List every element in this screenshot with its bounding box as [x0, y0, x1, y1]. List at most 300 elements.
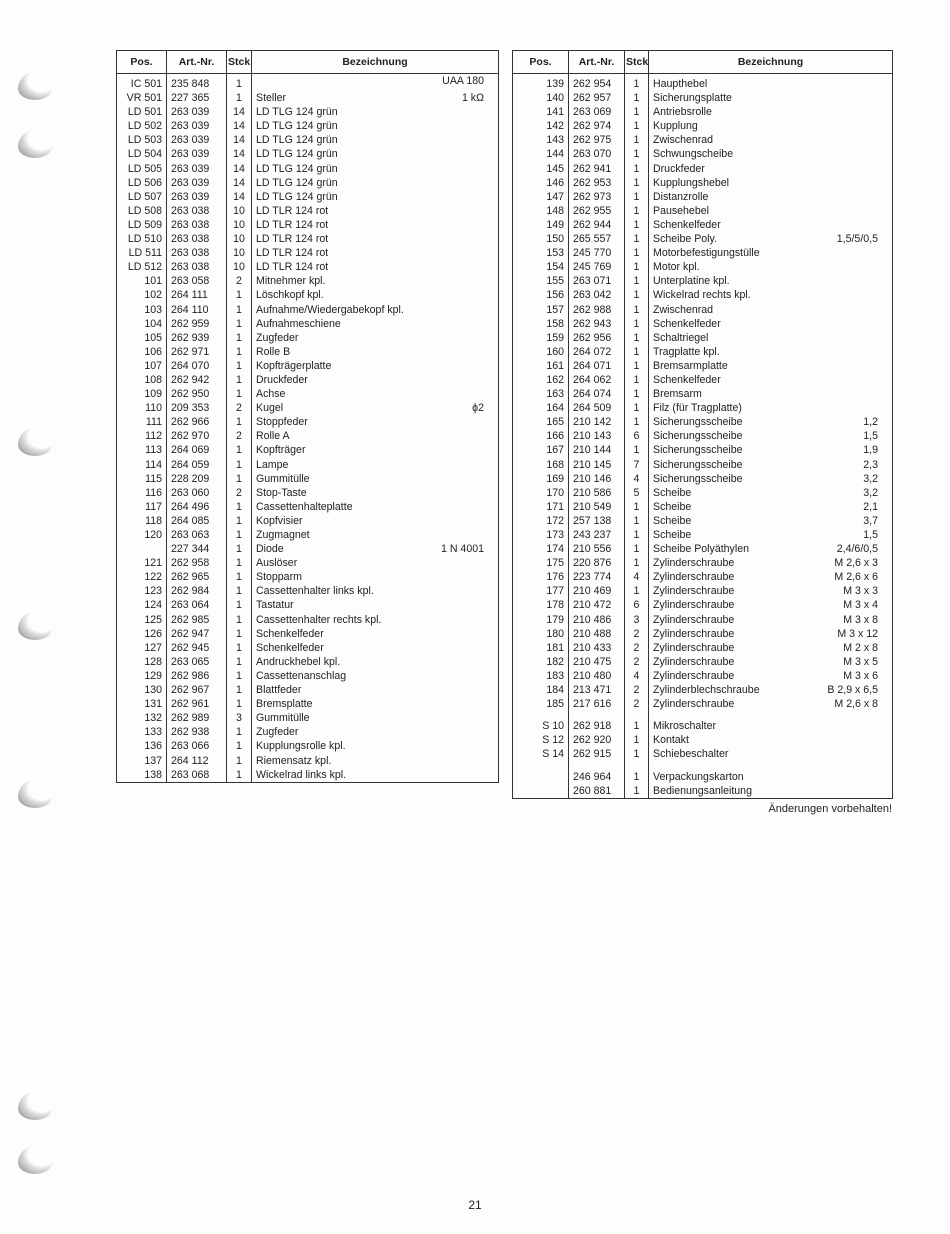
- bezeichnung-text: Cassettenhalter rechts kpl.: [256, 613, 382, 626]
- cell-bezeichnung: [649, 598, 893, 612]
- cell-bezeichnung: [649, 331, 893, 345]
- table-row: [513, 345, 893, 359]
- bezeichnung-text: Zylinderschraube: [653, 655, 735, 668]
- cell-stck: 1: [625, 584, 649, 598]
- bezeichnung-text: Blattfeder: [256, 684, 302, 697]
- cell-bezeichnung: [252, 415, 499, 429]
- bezeichnung-text: Bedienungsanleitung: [653, 784, 752, 797]
- header-pos: Pos.: [513, 51, 569, 74]
- cell-bezeichnung: [252, 331, 499, 345]
- cell-stck: 1: [227, 74, 252, 92]
- table-row: [513, 528, 893, 542]
- cell-bezeichnung: [252, 119, 499, 133]
- cell-bezeichnung: [252, 514, 499, 528]
- bezeichnung-text: Tragplatte kpl.: [653, 345, 720, 358]
- bezeichnung-text: Kopfträgerplatte: [256, 359, 332, 372]
- bezeichnung-text: LD TLR 124 rot: [256, 233, 329, 246]
- cell-pos: 103: [117, 303, 167, 317]
- cell-pos: 114: [117, 458, 167, 472]
- cell-stck: 2: [625, 627, 649, 641]
- table-row: [117, 443, 499, 457]
- bezeichnung-text: Sicherungsscheibe: [653, 472, 743, 485]
- table-row: [117, 725, 499, 739]
- cell-pos: LD 509: [117, 218, 167, 232]
- table-row: [513, 584, 893, 598]
- bezeichnung-text: Zylinderschraube: [653, 571, 735, 584]
- cell-pos: 115: [117, 472, 167, 486]
- bezeichnung-spec: 2,3: [863, 458, 878, 471]
- cell-bezeichnung: [252, 768, 499, 783]
- cell-bezeichnung: [649, 784, 893, 799]
- header-bezeichnung: Bezeichnung: [649, 51, 893, 74]
- cell-art-nr: 262 941: [569, 162, 625, 176]
- table-row: [117, 176, 499, 190]
- cell-pos: 155: [513, 274, 569, 288]
- cell-bezeichnung: [649, 570, 893, 584]
- cell-art-nr: 262 985: [167, 613, 227, 627]
- bezeichnung-text: Mikroschalter: [653, 720, 716, 733]
- cell-art-nr: 245 769: [569, 260, 625, 274]
- cell-stck: 1: [625, 443, 649, 457]
- cell-stck: 1: [227, 754, 252, 768]
- cell-art-nr: 264 071: [569, 359, 625, 373]
- table-row: [513, 218, 893, 232]
- table-row: [117, 162, 499, 176]
- cell-pos: 156: [513, 288, 569, 302]
- table-row: [513, 627, 893, 641]
- cell-pos: 167: [513, 443, 569, 457]
- cell-art-nr: 264 509: [569, 401, 625, 415]
- cell-bezeichnung: [649, 472, 893, 486]
- table-row: [513, 317, 893, 331]
- cell-art-nr: 243 237: [569, 528, 625, 542]
- cell-pos: 143: [513, 133, 569, 147]
- punch-hole: [18, 780, 52, 808]
- table-row: [513, 514, 893, 528]
- cell-bezeichnung: [649, 162, 893, 176]
- cell-art-nr: 210 144: [569, 443, 625, 457]
- cell-art-nr: 264 069: [167, 443, 227, 457]
- table-row: [117, 401, 499, 415]
- cell-art-nr: 217 616: [569, 697, 625, 711]
- bezeichnung-spec: M 3 x 3: [843, 585, 878, 598]
- cell-art-nr: 210 142: [569, 415, 625, 429]
- cell-stck: 1: [227, 683, 252, 697]
- table-row: [513, 176, 893, 190]
- table-row: [513, 274, 893, 288]
- cell-stck: 10: [227, 232, 252, 246]
- bezeichnung-text: Zylinderschraube: [653, 627, 735, 640]
- cell-pos: LD 503: [117, 133, 167, 147]
- cell-pos: 166: [513, 429, 569, 443]
- cell-pos: 126: [117, 627, 167, 641]
- cell-art-nr: 263 068: [167, 768, 227, 783]
- page-number: 21: [468, 1198, 482, 1212]
- cell-pos: S 10: [513, 719, 569, 733]
- cell-art-nr: 263 039: [167, 105, 227, 119]
- cell-stck: 5: [625, 486, 649, 500]
- cell-art-nr: 263 066: [167, 739, 227, 753]
- table-row: [513, 570, 893, 584]
- table-row: [117, 147, 499, 161]
- cell-pos: 184: [513, 683, 569, 697]
- cell-stck: 1: [625, 514, 649, 528]
- table-row: [117, 500, 499, 514]
- header-art-nr: Art.-Nr.: [569, 51, 625, 74]
- cell-art-nr: 262 918: [569, 719, 625, 733]
- cell-art-nr: 262 958: [167, 556, 227, 570]
- bezeichnung-text: Scheibe Poly.: [653, 233, 717, 246]
- table-row: [117, 556, 499, 570]
- bezeichnung-text: LD TLG 124 grün: [256, 190, 338, 203]
- table-row: [117, 669, 499, 683]
- cell-pos: 122: [117, 570, 167, 584]
- cell-pos: LD 501: [117, 105, 167, 119]
- cell-pos: LD 507: [117, 190, 167, 204]
- cell-stck: 2: [227, 401, 252, 415]
- bezeichnung-spec: M 2,6 x 8: [834, 698, 878, 711]
- bezeichnung-text: Scheibe: [653, 514, 692, 527]
- cell-art-nr: 263 064: [167, 598, 227, 612]
- bezeichnung-text: Auslöser: [256, 557, 298, 570]
- cell-bezeichnung: [252, 288, 499, 302]
- cell-bezeichnung: [649, 500, 893, 514]
- cell-pos: 157: [513, 303, 569, 317]
- cell-pos: 123: [117, 584, 167, 598]
- cell-art-nr: 264 070: [167, 359, 227, 373]
- table-row: [117, 74, 499, 92]
- bezeichnung-text: Zylinderschraube: [653, 599, 735, 612]
- bezeichnung-text: LD TLG 124 grün: [256, 120, 338, 133]
- cell-bezeichnung: [252, 105, 499, 119]
- cell-pos: [117, 542, 167, 556]
- cell-bezeichnung: [252, 472, 499, 486]
- cell-art-nr: 210 143: [569, 429, 625, 443]
- cell-stck: 14: [227, 147, 252, 161]
- cell-stck: 1: [227, 598, 252, 612]
- bezeichnung-text: Riemensatz kpl.: [256, 754, 332, 767]
- bezeichnung-text: Druckfeder: [256, 373, 308, 386]
- spacer-cell: [649, 711, 893, 719]
- cell-art-nr: 210 488: [569, 627, 625, 641]
- cell-pos: 129: [117, 669, 167, 683]
- bezeichnung-text: Haupthebel: [653, 78, 708, 90]
- cell-bezeichnung: [649, 359, 893, 373]
- cell-pos: 147: [513, 190, 569, 204]
- table-row: [513, 784, 893, 799]
- table-row: [117, 655, 499, 669]
- bezeichnung-spec: M 3 x 12: [837, 627, 878, 640]
- spacer-cell: [625, 711, 649, 719]
- bezeichnung-text: Filz (für Tragplatte): [653, 402, 742, 415]
- cell-pos: S 14: [513, 747, 569, 761]
- table-row: [117, 754, 499, 768]
- cell-stck: 2: [625, 641, 649, 655]
- cell-pos: 169: [513, 472, 569, 486]
- cell-art-nr: 262 954: [569, 74, 625, 92]
- bezeichnung-text: Kugel: [256, 402, 284, 415]
- bezeichnung-text: Wickelrad links kpl.: [256, 768, 347, 781]
- cell-bezeichnung: [252, 711, 499, 725]
- cell-pos: IC 501: [117, 74, 167, 92]
- cell-pos: 124: [117, 598, 167, 612]
- cell-stck: 1: [625, 218, 649, 232]
- cell-pos: [513, 770, 569, 784]
- cell-pos: 181: [513, 641, 569, 655]
- bezeichnung-text: Sicherungsplatte: [653, 92, 732, 105]
- bezeichnung-spec: M 3 x 8: [843, 613, 878, 626]
- cell-bezeichnung: [252, 190, 499, 204]
- cell-stck: 1: [625, 770, 649, 784]
- cell-pos: LD 510: [117, 232, 167, 246]
- cell-pos: 141: [513, 105, 569, 119]
- cell-bezeichnung: [649, 133, 893, 147]
- cell-bezeichnung: [252, 641, 499, 655]
- bezeichnung-text: Sicherungsscheibe: [653, 416, 743, 429]
- cell-stck: 1: [625, 387, 649, 401]
- cell-art-nr: 262 959: [167, 317, 227, 331]
- cell-bezeichnung: [252, 683, 499, 697]
- cell-art-nr: 262 975: [569, 133, 625, 147]
- cell-art-nr: 257 138: [569, 514, 625, 528]
- bezeichnung-spec: 1 kΩ: [461, 92, 484, 105]
- cell-bezeichnung: [252, 528, 499, 542]
- bezeichnung-text: Zylinderschraube: [653, 641, 735, 654]
- table-row: [117, 472, 499, 486]
- cell-art-nr: 262 961: [167, 697, 227, 711]
- bezeichnung-text: LD TLR 124 rot: [256, 204, 329, 217]
- cell-bezeichnung: [649, 443, 893, 457]
- bezeichnung-text: Schenkelfeder: [653, 218, 721, 231]
- table-row: [117, 345, 499, 359]
- cell-stck: 1: [625, 91, 649, 105]
- cell-stck: 1: [227, 514, 252, 528]
- table-row: [513, 260, 893, 274]
- bezeichnung-text: Gummitülle: [256, 472, 310, 485]
- cell-stck: 1: [625, 784, 649, 799]
- cell-bezeichnung: [252, 232, 499, 246]
- cell-pos: VR 501: [117, 91, 167, 105]
- cell-bezeichnung: [649, 486, 893, 500]
- bezeichnung-spec: 1,2: [863, 416, 878, 429]
- cell-art-nr: 262 953: [569, 176, 625, 190]
- bezeichnung-text: Unterplatine kpl.: [653, 275, 730, 288]
- cell-art-nr: 263 038: [167, 218, 227, 232]
- bezeichnung-text: Stop-Taste: [256, 486, 307, 499]
- table-row: [117, 204, 499, 218]
- cell-stck: 14: [227, 162, 252, 176]
- cell-pos: 149: [513, 218, 569, 232]
- table-row: [117, 768, 499, 783]
- cell-stck: 1: [625, 331, 649, 345]
- cell-stck: 1: [625, 274, 649, 288]
- cell-bezeichnung: [252, 274, 499, 288]
- bezeichnung-text: Aufnahmeschiene: [256, 317, 341, 330]
- cell-stck: 1: [625, 500, 649, 514]
- cell-bezeichnung: [649, 669, 893, 683]
- cell-stck: 1: [227, 345, 252, 359]
- table-row: [513, 401, 893, 415]
- table-row: [117, 598, 499, 612]
- bezeichnung-spec: M 3 x 4: [843, 599, 878, 612]
- cell-pos: 154: [513, 260, 569, 274]
- cell-pos: 145: [513, 162, 569, 176]
- cell-bezeichnung: [252, 570, 499, 584]
- cell-art-nr: 263 039: [167, 147, 227, 161]
- cell-stck: 1: [227, 373, 252, 387]
- cell-pos: 162: [513, 373, 569, 387]
- bezeichnung-text: Stoppfeder: [256, 416, 308, 429]
- bezeichnung-text: Schenkelfeder: [653, 373, 721, 386]
- cell-bezeichnung: [649, 683, 893, 697]
- bezeichnung-text: LD TLR 124 rot: [256, 261, 329, 274]
- table-row: [513, 683, 893, 697]
- bezeichnung-text: Stopparm: [256, 571, 302, 584]
- cell-art-nr: 263 039: [167, 133, 227, 147]
- cell-art-nr: 263 060: [167, 486, 227, 500]
- bezeichnung-text: Löschkopf kpl.: [256, 289, 324, 302]
- cell-stck: 10: [227, 218, 252, 232]
- cell-art-nr: 209 353: [167, 401, 227, 415]
- cell-bezeichnung: [649, 584, 893, 598]
- cell-stck: 1: [625, 119, 649, 133]
- table-row: [117, 429, 499, 443]
- bezeichnung-spec: 1,5: [863, 529, 878, 541]
- cell-art-nr: 210 586: [569, 486, 625, 500]
- header-pos: Pos.: [117, 51, 167, 74]
- cell-bezeichnung: [252, 486, 499, 500]
- cell-art-nr: 210 475: [569, 655, 625, 669]
- table-row: [117, 359, 499, 373]
- spacer-row: [513, 711, 893, 719]
- cell-bezeichnung: [649, 613, 893, 627]
- cell-stck: 2: [227, 274, 252, 288]
- table-row: [513, 232, 893, 246]
- cell-pos: LD 511: [117, 246, 167, 260]
- cell-stck: 1: [625, 719, 649, 733]
- table-row: [513, 91, 893, 105]
- cell-stck: 2: [625, 697, 649, 711]
- table-row: [513, 429, 893, 443]
- cell-bezeichnung: [252, 176, 499, 190]
- bezeichnung-text: Zylinderschraube: [653, 669, 735, 682]
- cell-bezeichnung: [252, 429, 499, 443]
- cell-art-nr: 263 070: [569, 147, 625, 161]
- bezeichnung-text: Zylinderblechschraube: [653, 684, 760, 697]
- table-row: [513, 331, 893, 345]
- cell-art-nr: 262 939: [167, 331, 227, 345]
- cell-pos: 142: [513, 119, 569, 133]
- parts-list-left: [117, 74, 499, 783]
- cell-bezeichnung: [649, 514, 893, 528]
- cell-bezeichnung: [252, 401, 499, 415]
- header-art-nr: Art.-Nr.: [167, 51, 227, 74]
- cell-stck: 1: [625, 204, 649, 218]
- cell-pos: 148: [513, 204, 569, 218]
- cell-pos: 110: [117, 401, 167, 415]
- cell-art-nr: 264 074: [569, 387, 625, 401]
- table-row: [513, 288, 893, 302]
- spacer-cell: [625, 762, 649, 770]
- bezeichnung-text: Scheibe: [653, 529, 692, 541]
- bezeichnung-text: Schiebeschalter: [653, 748, 729, 761]
- bezeichnung-text: Scheibe Polyäthylen: [653, 543, 749, 556]
- bezeichnung-text: Bremsarm: [653, 388, 702, 401]
- bezeichnung-text: Achse: [256, 388, 286, 401]
- cell-stck: 6: [625, 429, 649, 443]
- spacer-row: [513, 762, 893, 770]
- header-row: [117, 51, 499, 74]
- cell-pos: 138: [117, 768, 167, 783]
- header-bezeichnung: Bezeichnung: [252, 51, 499, 74]
- parts-table-right: [512, 50, 893, 799]
- bezeichnung-text: Kontakt: [653, 734, 689, 747]
- cell-stck: 1: [227, 387, 252, 401]
- table-row: [513, 443, 893, 457]
- cell-stck: 1: [227, 556, 252, 570]
- cell-art-nr: 262 915: [569, 747, 625, 761]
- bezeichnung-spec: M 3 x 5: [843, 655, 878, 668]
- table-row: [513, 500, 893, 514]
- cell-pos: 182: [513, 655, 569, 669]
- cell-pos: 146: [513, 176, 569, 190]
- cell-stck: 1: [227, 288, 252, 302]
- cell-stck: 1: [227, 627, 252, 641]
- cell-stck: 1: [227, 91, 252, 105]
- punch-hole: [18, 428, 52, 456]
- table-row: [117, 739, 499, 753]
- cell-stck: 1: [625, 733, 649, 747]
- bezeichnung-text: LD TLR 124 rot: [256, 218, 329, 231]
- cell-stck: 4: [625, 570, 649, 584]
- bezeichnung-text: Sicherungsscheibe: [653, 458, 743, 471]
- cell-pos: 175: [513, 556, 569, 570]
- table-row: [513, 486, 893, 500]
- cell-stck: 1: [227, 542, 252, 556]
- cell-bezeichnung: [649, 429, 893, 443]
- table-row: [117, 260, 499, 274]
- cell-bezeichnung: [252, 246, 499, 260]
- cell-pos: 168: [513, 458, 569, 472]
- cell-art-nr: 262 965: [167, 570, 227, 584]
- cell-art-nr: 262 984: [167, 584, 227, 598]
- cell-pos: 107: [117, 359, 167, 373]
- bezeichnung-text: Kupplungshebel: [653, 176, 729, 189]
- cell-bezeichnung: [649, 655, 893, 669]
- bezeichnung-spec: M 3 x 6: [843, 669, 878, 682]
- cell-stck: 1: [227, 768, 252, 783]
- bezeichnung-text: Schaltriegel: [653, 331, 709, 344]
- cell-stck: 1: [227, 669, 252, 683]
- table-row: [513, 119, 893, 133]
- cell-pos: 130: [117, 683, 167, 697]
- cell-stck: 1: [625, 133, 649, 147]
- bezeichnung-text: Schenkelfeder: [653, 317, 721, 330]
- bezeichnung-text: Bremsarmplatte: [653, 359, 728, 372]
- spacer-cell: [513, 711, 569, 719]
- cell-art-nr: 210 480: [569, 669, 625, 683]
- bezeichnung-text: Kopfvisier: [256, 514, 303, 527]
- bezeichnung-text: Distanzrolle: [653, 190, 709, 203]
- cell-stck: 1: [625, 542, 649, 556]
- cell-stck: 1: [227, 303, 252, 317]
- cell-pos: 170: [513, 486, 569, 500]
- cell-bezeichnung: [649, 770, 893, 784]
- table-row: [117, 514, 499, 528]
- bezeichnung-text: Scheibe: [653, 486, 692, 499]
- cell-art-nr: 262 950: [167, 387, 227, 401]
- bezeichnung-text: Bremsplatte: [256, 698, 313, 711]
